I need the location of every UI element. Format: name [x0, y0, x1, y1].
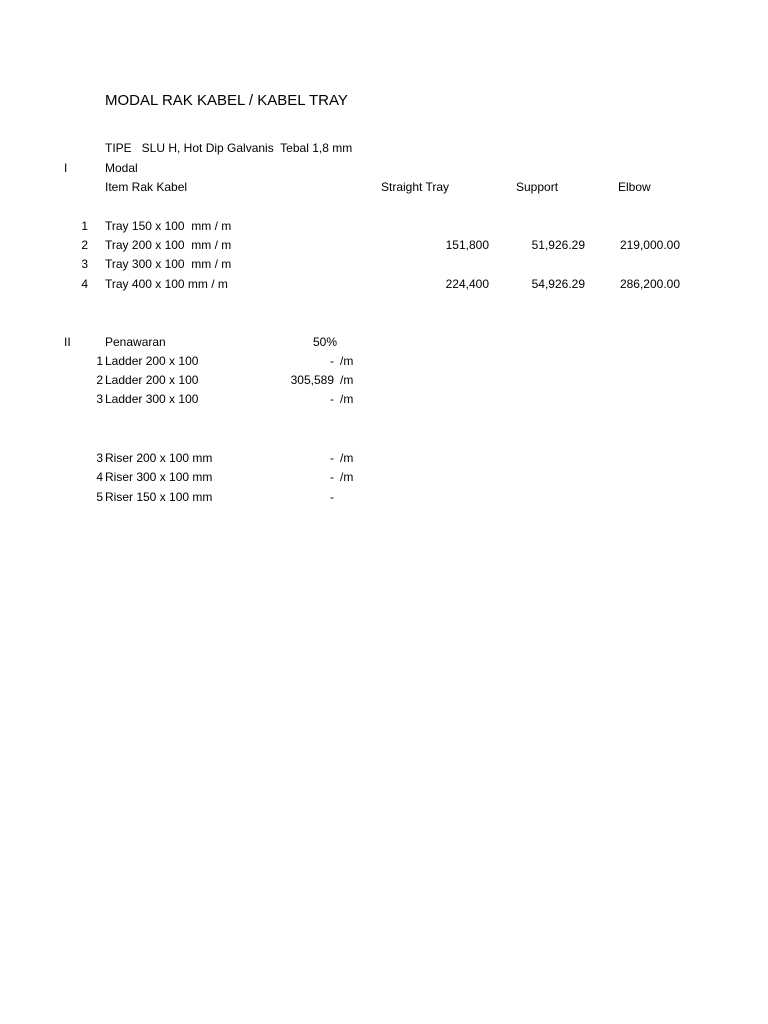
row-elbow: 286,200.00: [619, 277, 680, 291]
riser-unit: /m: [340, 451, 354, 465]
ladder-unit: /m: [340, 373, 354, 387]
ladder-unit: /m: [340, 354, 354, 368]
row-straight: 151,800: [445, 238, 489, 252]
row-number: 3: [81, 257, 88, 271]
ladder-number: 3: [96, 392, 103, 406]
column-header-support: Support: [516, 180, 559, 194]
riser-item: Riser 200 x 100 mm: [105, 451, 213, 465]
row-item: Tray 400 x 100 mm / m: [105, 277, 228, 291]
section-2-percent: 50%: [312, 335, 337, 349]
ladder-number: 2: [96, 373, 103, 387]
ladder-item: Ladder 300 x 100: [105, 392, 199, 406]
row-support: 54,926.29: [531, 277, 585, 291]
row-item: Tray 150 x 100 mm / m: [105, 219, 232, 233]
row-number: 1: [81, 219, 88, 233]
column-header-elbow: Elbow: [618, 180, 651, 194]
riser-unit: /m: [340, 470, 354, 484]
section-1-heading: Modal: [105, 161, 138, 175]
riser-item: Riser 300 x 100 mm: [105, 470, 213, 484]
page-title: MODAL RAK KABEL / KABEL TRAY: [105, 92, 348, 109]
riser-value: -: [330, 451, 334, 465]
riser-value: -: [330, 490, 334, 504]
riser-number: 4: [96, 470, 103, 484]
column-header-item: Item Rak Kabel: [105, 180, 188, 194]
ladder-value: -: [330, 392, 334, 406]
riser-number: 3: [96, 451, 103, 465]
riser-value: -: [330, 470, 334, 484]
section-2-numeral: II: [64, 335, 71, 349]
ladder-item: Ladder 200 x 100: [105, 354, 199, 368]
ladder-value: 305,589: [290, 373, 334, 387]
ladder-unit: /m: [340, 392, 354, 406]
ladder-number: 1: [96, 354, 103, 368]
row-number: 2: [81, 238, 88, 252]
section-1-numeral: I: [64, 161, 68, 175]
row-number: 4: [81, 277, 88, 291]
riser-number: 5: [96, 490, 103, 504]
section-2-heading: Penawaran: [105, 335, 166, 349]
type-line: TIPE SLU H, Hot Dip Galvanis Tebal 1,8 mm: [105, 141, 353, 155]
ladder-value: -: [330, 354, 334, 368]
row-support: 51,926.29: [531, 238, 585, 252]
row-elbow: 219,000.00: [619, 238, 680, 252]
riser-item: Riser 150 x 100 mm: [105, 490, 213, 504]
column-header-straight-tray: Straight Tray: [381, 180, 450, 194]
row-item: Tray 300 x 100 mm / m: [105, 257, 232, 271]
ladder-item: Ladder 200 x 100: [105, 373, 199, 387]
row-item: Tray 200 x 100 mm / m: [105, 238, 232, 252]
row-straight: 224,400: [445, 277, 489, 291]
